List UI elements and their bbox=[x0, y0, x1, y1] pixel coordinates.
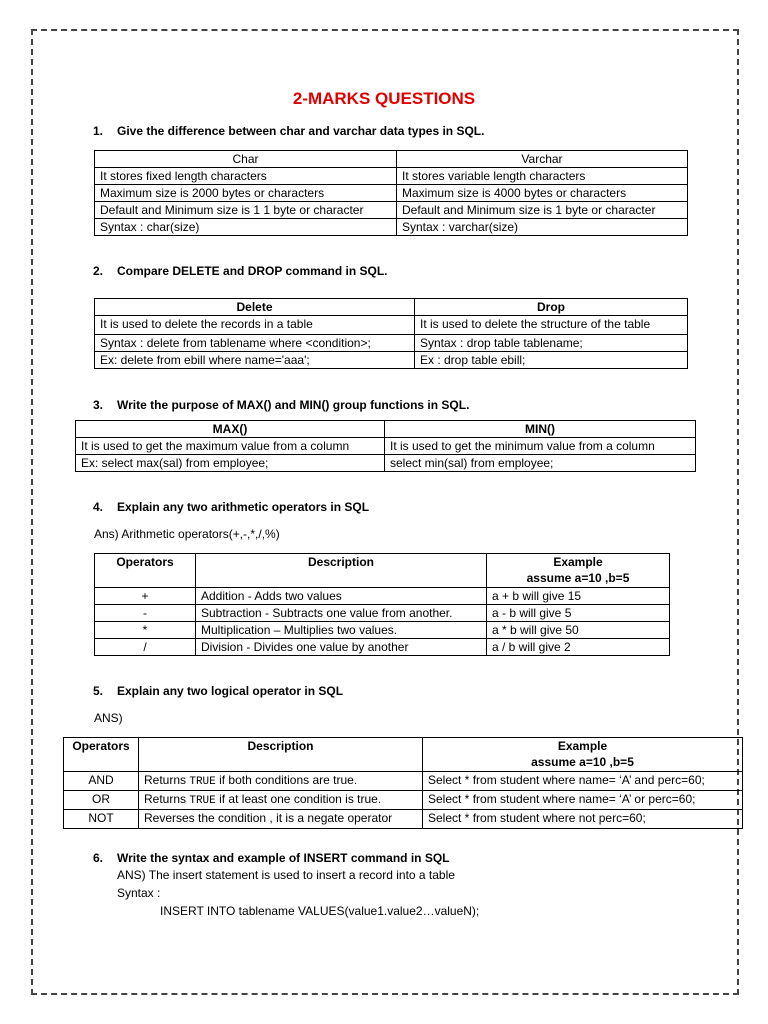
table-row bbox=[76, 438, 696, 455]
table-row bbox=[95, 639, 670, 656]
table-cell: Select * from student where not perc=60; bbox=[423, 810, 743, 829]
question-2 bbox=[93, 264, 388, 278]
table-cell: Maximum size is 4000 bytes or characters bbox=[397, 185, 688, 202]
delete-drop-table bbox=[94, 298, 688, 369]
description-text: if both conditions are true. bbox=[215, 773, 358, 787]
table-header: Delete bbox=[95, 299, 415, 316]
table-cell: Ex: delete from ebill where name='aaa'; bbox=[95, 352, 415, 369]
question-number: 2. bbox=[93, 264, 104, 278]
table-header: Operators bbox=[95, 554, 196, 588]
table-cell: It is used to get the minimum value from a column bbox=[385, 438, 696, 455]
table-row bbox=[95, 316, 688, 335]
table-cell: It is used to get the maximum value from a column bbox=[76, 438, 385, 455]
table-row bbox=[64, 791, 743, 810]
table-cell: Ex: select max(sal) from employee; bbox=[76, 455, 385, 472]
char-varchar-table bbox=[94, 150, 688, 236]
table-cell: a / b will give 2 bbox=[487, 639, 670, 656]
table-cell: It is used to delete the structure of the table bbox=[415, 316, 688, 335]
table-cell: AND bbox=[64, 772, 139, 791]
question-text: Compare DELETE and DROP command in SQL. bbox=[117, 264, 388, 278]
table-row bbox=[95, 605, 670, 622]
table-cell: Select * from student where name= ‘A’ or perc=60; bbox=[423, 791, 743, 810]
table-cell: Syntax : varchar(size) bbox=[397, 219, 688, 236]
question-text: Give the difference between char and varchar data types in SQL. bbox=[117, 124, 485, 138]
description-text: if at least one condition is true. bbox=[215, 792, 382, 806]
question-4 bbox=[93, 500, 369, 514]
table-row bbox=[64, 772, 743, 791]
description-text: Reverses the condition , it is a negate operator bbox=[144, 811, 393, 825]
table-header bbox=[423, 738, 743, 772]
table-header: Varchar bbox=[397, 151, 688, 168]
table-row bbox=[95, 588, 670, 605]
example-subheader: assume a=10 ,b=5 bbox=[531, 755, 634, 769]
syntax-label: Syntax : bbox=[117, 886, 161, 900]
table-cell: Ex : drop table ebill; bbox=[415, 352, 688, 369]
arithmetic-operators-table bbox=[94, 553, 670, 656]
max-min-table bbox=[75, 420, 696, 472]
question-number: 5. bbox=[93, 684, 104, 698]
table-cell bbox=[139, 791, 423, 810]
description-text: Returns bbox=[144, 792, 190, 806]
logical-operators-table bbox=[63, 737, 743, 829]
table-header: MAX() bbox=[76, 421, 385, 438]
table-row bbox=[95, 168, 688, 185]
question-6 bbox=[93, 851, 450, 865]
table-cell: * bbox=[95, 622, 196, 639]
table-header: MIN() bbox=[385, 421, 696, 438]
table-cell: select min(sal) from employee; bbox=[385, 455, 696, 472]
answer-text: ANS) The insert statement is used to insert a record into a table bbox=[117, 868, 455, 882]
table-cell: Default and Minimum size is 1 1 byte or character bbox=[95, 202, 397, 219]
question-number: 6. bbox=[93, 851, 104, 865]
table-row bbox=[95, 622, 670, 639]
table-cell: Division - Divides one value by another bbox=[196, 639, 487, 656]
table-header: Char bbox=[95, 151, 397, 168]
table-cell: Syntax : drop table tablename; bbox=[415, 335, 688, 352]
table-cell bbox=[139, 810, 423, 829]
table-cell: Addition - Adds two values bbox=[196, 588, 487, 605]
keyword-true: TRUE bbox=[189, 776, 216, 788]
table-row bbox=[95, 202, 688, 219]
question-3 bbox=[93, 398, 469, 412]
question-number: 3. bbox=[93, 398, 104, 412]
table-row bbox=[95, 352, 688, 369]
table-header bbox=[487, 554, 670, 588]
answer-text: ANS) bbox=[94, 711, 123, 725]
keyword-true: TRUE bbox=[189, 795, 216, 807]
example-header: Example bbox=[557, 739, 608, 753]
table-cell: a + b will give 15 bbox=[487, 588, 670, 605]
table-cell: Select * from student where name= ‘A’ and perc=60; bbox=[423, 772, 743, 791]
table-row bbox=[95, 219, 688, 236]
table-cell: Maximum size is 2000 bytes or characters bbox=[95, 185, 397, 202]
table-header: Description bbox=[196, 554, 487, 588]
question-text: Write the purpose of MAX() and MIN() group functions in SQL. bbox=[117, 398, 470, 412]
table-header: Drop bbox=[415, 299, 688, 316]
question-number: 1. bbox=[93, 124, 104, 138]
table-cell: Syntax : char(size) bbox=[95, 219, 397, 236]
table-header: Operators bbox=[64, 738, 139, 772]
table-row bbox=[95, 185, 688, 202]
table-cell: - bbox=[95, 605, 196, 622]
syntax-statement: INSERT INTO tablename VALUES(value1.value2…valueN); bbox=[160, 904, 480, 918]
page-title: 2-MARKS QUESTIONS bbox=[292, 89, 476, 108]
table-cell: It is used to delete the records in a table bbox=[95, 316, 415, 335]
table-cell: a - b will give 5 bbox=[487, 605, 670, 622]
answer-text: Ans) Arithmetic operators(+,-,*,/,%) bbox=[94, 527, 280, 541]
table-cell: + bbox=[95, 588, 196, 605]
table-cell: It stores variable length characters bbox=[397, 168, 688, 185]
example-header: Example bbox=[553, 555, 603, 569]
table-cell: / bbox=[95, 639, 196, 656]
table-cell: Multiplication – Multiplies two values. bbox=[196, 622, 487, 639]
table-header: Description bbox=[139, 738, 423, 772]
table-cell: Default and Minimum size is 1 byte or character bbox=[397, 202, 688, 219]
table-cell: a * b will give 50 bbox=[487, 622, 670, 639]
question-text: Explain any two arithmetic operators in SQL bbox=[117, 500, 370, 514]
example-subheader: assume a=10 ,b=5 bbox=[526, 571, 630, 585]
table-cell: It stores fixed length characters bbox=[95, 168, 397, 185]
description-text: Returns bbox=[144, 773, 190, 787]
table-cell: NOT bbox=[64, 810, 139, 829]
question-5 bbox=[93, 684, 343, 698]
question-text: Explain any two logical operator in SQL bbox=[117, 684, 344, 698]
table-row bbox=[76, 455, 696, 472]
table-cell: OR bbox=[64, 791, 139, 810]
question-1 bbox=[93, 124, 484, 138]
table-cell: Syntax : delete from tablename where <condition>; bbox=[95, 335, 415, 352]
table-row bbox=[64, 810, 743, 829]
table-row bbox=[95, 335, 688, 352]
table-cell bbox=[139, 772, 423, 791]
question-text: Write the syntax and example of INSERT command in SQL bbox=[117, 851, 450, 865]
question-number: 4. bbox=[93, 500, 104, 514]
table-cell: Subtraction - Subtracts one value from another. bbox=[196, 605, 487, 622]
